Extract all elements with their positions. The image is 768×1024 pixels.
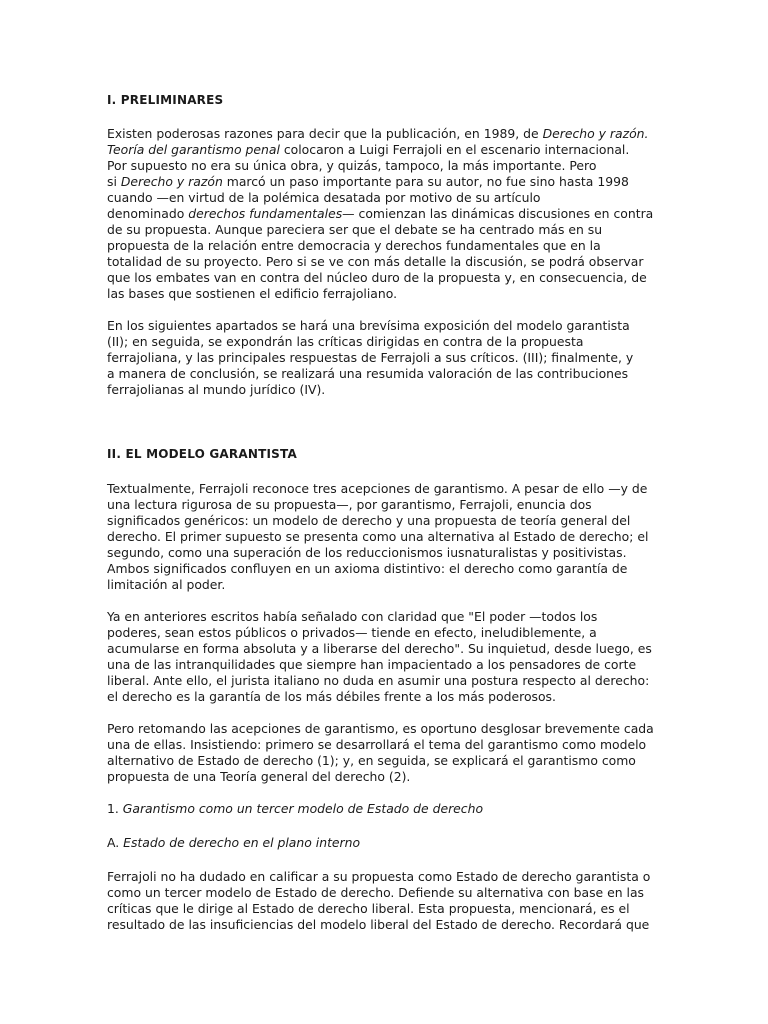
text-line: Existen poderosas razones para decir que la publicación, en 1989, de Derecho y razón.	[107, 126, 649, 141]
text-line: derecho. El primer supuesto se presenta como una alternativa al Estado de derecho; el	[107, 529, 649, 544]
text-line: acumularse en forma absoluta y a liberarse del derecho". Su inquietud, desde luego, es	[107, 641, 652, 656]
text-line: Pero retomando las acepciones de garantismo, es oportuno desglosar brevemente cada	[107, 721, 654, 736]
text-line: críticas que le dirige al Estado de derecho liberal. Esta propuesta, mencionará, es el	[107, 901, 630, 916]
text-line: el derecho es la garantía de los más débiles frente a los más poderosos.	[107, 689, 556, 704]
paragraph-preliminares-1	[107, 126, 667, 302]
text-line: poderes, sean estos públicos o privados— tiende en efecto, ineludiblemente, a	[107, 625, 597, 640]
text-line: Por supuesto no era su única obra, y quizás, tampoco, la más importante. Pero	[107, 158, 597, 173]
paragraph-modelo-2	[107, 609, 667, 705]
text-line: propuesta de la relación entre democracia y derechos fundamentales que en la	[107, 238, 601, 253]
text-line: una de ellas. Insistiendo: primero se desarrollará el tema del garantismo como modelo	[107, 737, 647, 752]
text-line: una de las intranquilidades que siempre han impacientado a los pensadores de corte	[107, 657, 637, 672]
text-line: propuesta de una Teoría general del derecho (2).	[107, 769, 411, 784]
text-line: segundo, como una superación de los reduccionismos iusnaturalistas y positivistas.	[107, 545, 627, 560]
subheading-number: 1.	[107, 801, 123, 816]
text-line: de su propuesta. Aunque pareciera ser que el debate se ha centrado más en su	[107, 222, 603, 237]
text-line: una lectura rigurosa de su propuesta—, por garantismo, Ferrajoli, enuncia dos	[107, 497, 592, 512]
text-line: limitación al poder.	[107, 577, 226, 592]
text-line: cuando —en virtud de la polémica desatada por motivo de su artículo	[107, 190, 541, 205]
text-line: Ferrajoli no ha dudado en calificar a su propuesta como Estado de derecho garantista o	[107, 869, 651, 884]
text-line: si Derecho y razón marcó un paso importante para su autor, no fue sino hasta 1998	[107, 174, 629, 189]
text-line: a manera de conclusión, se realizará una resumida valoración de las contribuciones	[107, 366, 629, 381]
paragraph-modelo-3	[107, 721, 667, 785]
paragraph-preliminares-2	[107, 318, 667, 398]
text-line: (II); en seguida, se expondrán las críticas dirigidas en contra de la propuesta	[107, 334, 584, 349]
text-line: Textualmente, Ferrajoli reconoce tres acepciones de garantismo. A pesar de ello —y de	[107, 481, 648, 496]
text-line: Teoría del garantismo penal colocaron a Luigi Ferrajoli en el escenario internacional.	[107, 142, 630, 157]
subheading-title: Estado de derecho en el plano interno	[123, 835, 361, 850]
paragraph-modelo-1	[107, 481, 667, 593]
subheading-letter: A.	[107, 835, 124, 850]
subheading-title: Garantismo como un tercer modelo de Estado de derecho	[122, 801, 484, 816]
text-line: alternativo de Estado de derecho (1); y, en seguida, se explicará el garantismo como	[107, 753, 636, 768]
text-line: que los embates van en contra del núcleo duro de la propuesta y, en consecuencia, de	[107, 270, 647, 285]
text-line: ferrajolianas al mundo jurídico (IV).	[107, 382, 326, 397]
section-heading-modelo-garantista: II. EL MODELO GARANTISTA	[107, 447, 297, 461]
subheading-plano-interno	[107, 835, 360, 850]
text-line: denominado derechos fundamentales— comienzan las dinámicas discusiones en contra	[107, 206, 654, 221]
text-line: ferrajoliana, y las principales respuestas de Ferrajoli a sus críticos. (III); finalmente, y	[107, 350, 634, 365]
text-line: totalidad de su proyecto. Pero si se ve con más detalle la discusión, se podrá observar	[107, 254, 644, 269]
subheading-tercer-modelo	[107, 801, 483, 816]
text-line: las bases que sostienen el edificio ferrajoliano.	[107, 286, 398, 301]
section-heading-preliminares: I. PRELIMINARES	[107, 93, 224, 107]
text-line: Ya en anteriores escritos había señalado con claridad que "El poder —todos los	[107, 609, 598, 624]
paragraph-plano-interno	[107, 869, 667, 933]
text-line: como un tercer modelo de Estado de derecho. Defiende su alternativa con base en las	[107, 885, 645, 900]
text-line: Ambos significados confluyen en un axioma distintivo: el derecho como garantía de	[107, 561, 628, 576]
text-line: liberal. Ante ello, el jurista italiano no duda en asumir una postura respecto al derecho:	[107, 673, 650, 688]
text-line: significados genéricos: un modelo de derecho y una propuesta de teoría general del	[107, 513, 631, 528]
text-line: En los siguientes apartados se hará una brevísima exposición del modelo garantista	[107, 318, 630, 333]
text-line: resultado de las insuficiencias del modelo liberal del Estado de derecho. Recordará que	[107, 917, 650, 932]
